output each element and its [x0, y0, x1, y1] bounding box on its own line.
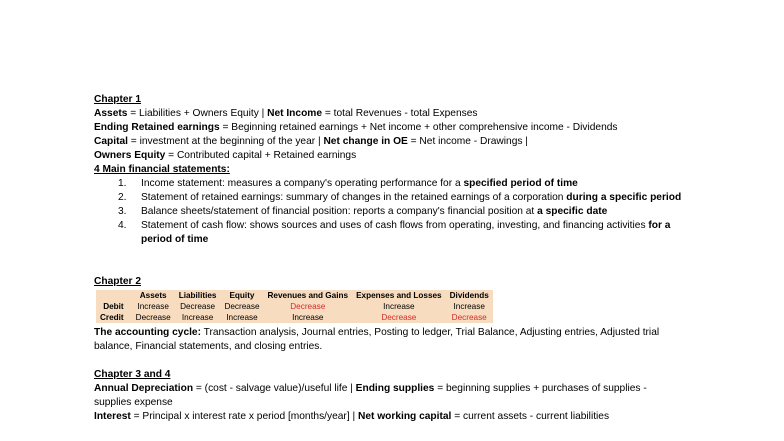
financial-statements-heading: 4 Main financial statements: [94, 164, 230, 175]
accounting-cycle-line-2: balance, Financial statements, and closing entries. [94, 341, 323, 352]
list-item-number: 4. [118, 220, 127, 231]
table-header-cell: Dividends [449, 291, 489, 300]
table-header-cell: Liabilities [178, 291, 217, 300]
list-item-number: 3. [118, 206, 127, 217]
table-header-cell [96, 290, 132, 301]
formula-line [94, 107, 694, 121]
formula-line [94, 121, 694, 135]
list-item-number: 1. [118, 178, 127, 189]
table-cell: Increase [137, 302, 169, 311]
table-cell: Increase [383, 302, 415, 311]
accounting-cycle-text: Transaction analysis, Journal entries, Posting to ledger, Trial Balance, Adjusting entries, Adjusted trial [201, 327, 660, 338]
accounting-cycle-line-1 [94, 326, 694, 340]
chapter-1-heading: Chapter 1 [94, 94, 141, 105]
list-item [94, 177, 694, 191]
formula-text: = investment at the beginning of the year | [127, 136, 324, 147]
list-item-text: Statement of cash flow: shows sources and uses of cash flows from operating, investing, and financing activities [141, 220, 649, 231]
formula-text: = Liabilities + Owners Equity | [127, 108, 268, 119]
formula-term: Ending Retained earnings [94, 122, 220, 133]
table-row [96, 301, 493, 312]
depreciation-formula: = (cost - salvage value)/useful life | [193, 383, 356, 394]
formula-line [94, 135, 694, 149]
ending-supplies-formula: = beginning supplies + purchases of supplies - [434, 383, 647, 394]
interest-term: Interest [94, 411, 131, 422]
formula-term: Assets [94, 108, 128, 119]
list-item [94, 191, 694, 205]
list-item-emphasis: during a specific period [566, 192, 682, 203]
accounting-cycle-label: The accounting cycle: [94, 327, 201, 338]
table-row-label: Debit [103, 302, 124, 311]
list-item-text: Income statement: measures a company's operating performance for a [141, 178, 464, 189]
formula-text: = Net income - Drawings | [407, 136, 528, 147]
table-header-cell: Expenses and Losses [356, 291, 442, 300]
table-cell: Decrease [224, 302, 260, 311]
financial-statements-list [94, 177, 694, 247]
table-cell: Decrease [180, 302, 216, 311]
table-header-cell: Equity [229, 291, 255, 300]
debit-credit-table [96, 290, 493, 323]
table-cell: Decrease [451, 313, 487, 322]
formula-term: Owners Equity [94, 150, 166, 161]
list-item-text: Balance sheets/statement of financial position: reports a company's financial position at [141, 206, 538, 217]
list-item [94, 205, 694, 219]
formula-term: Net Income [267, 108, 323, 119]
table-cell: Decrease [381, 313, 417, 322]
list-item-number: 2. [118, 192, 127, 203]
table-cell: Decrease [135, 313, 171, 322]
table-cell: Increase [453, 302, 485, 311]
table-header-row [96, 290, 493, 301]
depreciation-line [94, 382, 694, 396]
net-working-capital-formula: = current assets - current liabilities [451, 411, 610, 422]
ending-supplies-term: Ending supplies [355, 383, 435, 394]
depreciation-term: Annual Depreciation [94, 383, 194, 394]
chapter-3-4-heading: Chapter 3 and 4 [94, 369, 171, 380]
table-row [96, 312, 493, 323]
list-item-emphasis: a specific date [537, 206, 608, 217]
formula-text: = Contributed capital + Retained earnings [165, 150, 357, 161]
formula-text: = Beginning retained earnings + Net income + other comprehensive income - Dividends [219, 122, 618, 133]
formula-text: = total Revenues - total Expenses [322, 108, 478, 119]
list-item-text: Statement of retained earnings: summary of changes in the retained earnings of a corporation [141, 192, 567, 203]
chapter-1-formulas [94, 107, 694, 163]
table-row-label: Credit [100, 313, 124, 322]
table-cell: Increase [226, 313, 258, 322]
list-item-emphasis: specified period of time [463, 178, 578, 189]
document-content [94, 93, 694, 424]
interest-formula: = Principal x interest rate x period [months/year] | [130, 411, 358, 422]
formula-term: Capital [94, 136, 128, 147]
list-item-emphasis: for a period of time [141, 220, 671, 245]
table-cell: Decrease [290, 302, 326, 311]
formula-line [94, 149, 694, 163]
list-item [94, 219, 694, 247]
formula-term: Net change in OE [323, 136, 408, 147]
table-header-cell: Assets [139, 291, 167, 300]
table-cell: Increase [292, 313, 324, 322]
supplies-expense-line: supplies expense [94, 397, 173, 408]
net-working-capital-term: Net working capital [357, 411, 452, 422]
table-header-cell: Revenues and Gains [267, 291, 349, 300]
chapter-2-heading: Chapter 2 [94, 276, 141, 287]
interest-line [94, 410, 694, 424]
table-cell: Increase [181, 313, 214, 322]
